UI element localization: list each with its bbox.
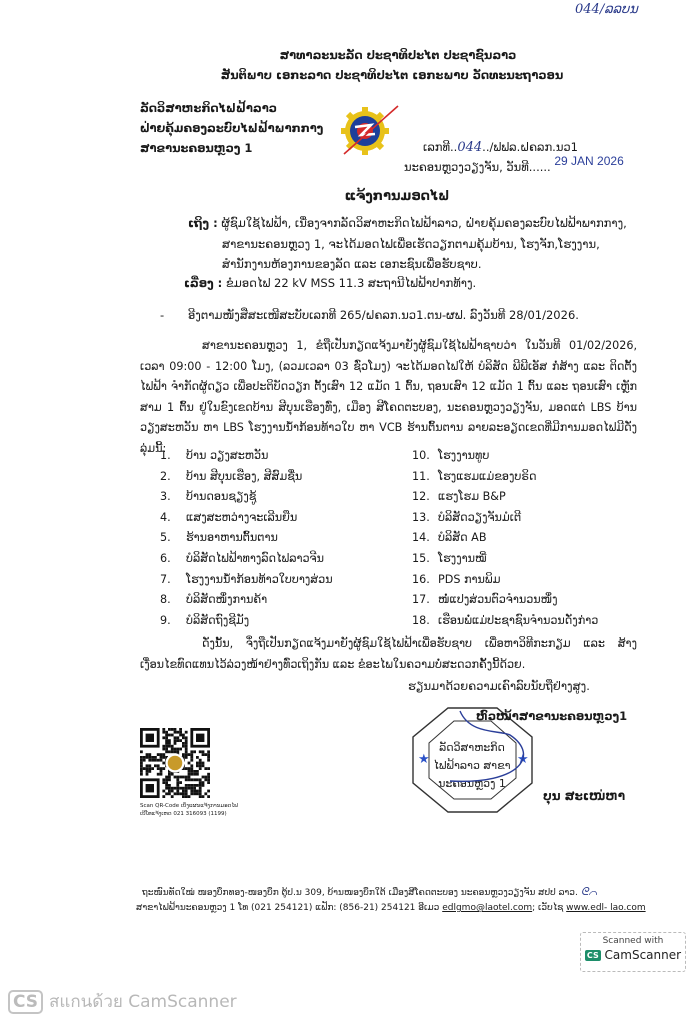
signatory-position: ຫົວໜ້າສາຂານະຄອນຫຼວງ1 bbox=[476, 709, 628, 723]
signatory-name: ບຸນ ສະເໜ່ຫາ bbox=[543, 789, 626, 803]
org-line-3: ສາຂານະຄອນຫຼວງ 1 bbox=[140, 141, 253, 155]
national-motto: ສັນຕິພາບ ເອກະລາດ ປະຊາທິປະໄຕ ເອກະພາບ ວັດທະນະຖາວອນ bbox=[220, 68, 564, 82]
reference-number: ເລກທີ..044../ຟຟລ.ຝຄລກ.ນວ1 bbox=[423, 140, 578, 155]
svg-text:★: ★ bbox=[418, 752, 430, 767]
edl-logo-icon bbox=[338, 104, 402, 156]
body-paragraph: ສາຂານະຄອນຫຼວງ 1, ຂໍຖືເປັນກຽດແຈ້ງມາຍັງຜູ້ຊົມໃຊ້ໄຟຟ້າຊາບວ່າ ໃນວັນທີ 01/02/2026, ເວລາ 09:00 - 12:00 ໂມງ, (ລວມເວລາ 03 ຊົ່ວໂມງ) ຈະໄດ້ມອດໄຟໃຫ້ ບໍລິສັດ ພີພີເອັສ ກໍ່ສ້າງ ແລະ ຕິດຕັ້ງໄຟຟ້າ ຈຳກັດຜູ້ດຽວ ເພື່ອປະຕິບັດວຽກ ຕັ້ງເສົາ 12 ແມັດ 1 ຕົ້ນ, ຖອນເສົາ 12 ແມັດ 1 ຕົ້ນ ແລະ ຖອນເສົາ ເຫຼັກສາມ 1 ຕົ້ນ ຢູ່ໃນຂົງເຂດບ້ານ ສີບຸນເຮືອງທົ່ງ, ເມືອງ ສີໂຄດຕະບອງ, ນະຄອນຫຼວງວຽງຈັນ, ມອດແຕ່ LBS ບ້ານວຽງສະຫວັນ ຫາ LBS ໂຮງງານນ້ຳກ້ອນທ້າວໃບ ຫາ VCB ຮ້ານຕົ້ນຕານ ລາຍລະອຽດເຂດທີ່ມີການມອດໄຟມີດັ່ງລຸ່ມນີ້: bbox=[140, 339, 637, 455]
list-item: 14. ບໍລິສັດ AB bbox=[412, 531, 487, 545]
list-item: 17. ໜໍ່ແປງສ່ວນຕົວຈຳນວນໜຶ່ງ bbox=[412, 593, 558, 607]
initials-icon: ᘓ⌒ bbox=[580, 885, 598, 898]
svg-text:ນະຄອນຫຼວງ 1: ນະຄອນຫຼວງ 1 bbox=[438, 777, 506, 790]
date-stamp: 29 JAN 2026 bbox=[554, 154, 624, 168]
list-item: 13. ບໍລິສັດວຽງຈັນມໍເຕີ bbox=[412, 510, 522, 524]
list-item: 4. ແສງສະຫວ່າງຈະເລີນຍືນ bbox=[160, 510, 298, 524]
list-item: 16. PDS ການພິມ bbox=[412, 572, 501, 586]
org-line-2: ຝ່າຍຄຸ້ມຄອງລະບົບໄຟຟ້າພາກກາງ bbox=[140, 121, 324, 135]
list-item: 9. ບໍລິສັດຖົງຊີມັງ bbox=[160, 613, 250, 627]
list-item: 15. ໂຮງງານໝີ່ bbox=[412, 551, 487, 565]
subject: ເລື່ອງ : ຂໍມອດໄຟ 22 kV MSS 11.3 ສະຖານີໄຟຟ້າປາກທ້າງ. bbox=[184, 276, 477, 290]
to-line-2: ສາຂານະຄອນຫຼວງ 1, ຈະໄດ້ມອດໄຟເພື່ອເຮັດວຽກຕາມຄຸ້ມບ້ານ, ໂຮງຈັກ,ໂຮງງານ, bbox=[222, 237, 600, 251]
list-item: 3. ບ້ານດອນຊຽງຊູ້ bbox=[160, 490, 257, 504]
org-line-1: ລັດວິສາຫະກິດໄຟຟ້າລາວ bbox=[140, 101, 277, 115]
list-item: 10. ໂຮງງານທູບ bbox=[412, 449, 490, 462]
camscanner-badge: Scanned with CS CamScanner bbox=[580, 932, 686, 972]
svg-text:ໄຟຟ້າລາວ ສາຂາ: ໄຟຟ້າລາວ ສາຂາ bbox=[433, 759, 511, 772]
country-name: ສາທາລະນະລັດ ປະຊາທິປະໄຕ ປະຊາຊົນລາວ bbox=[279, 48, 517, 62]
place-date: ນະຄອນຫຼວງວຽງຈັນ, ວັນທີ...... 29 JAN 2026 bbox=[404, 154, 624, 174]
list-item: 1. ບ້ານ ວຽງສະຫວັນ bbox=[160, 449, 269, 462]
based-on-reference: - ອີງຕາມໜັງສືສະເໜີສະບັບເລກທີ 265/ຝຄລກ.ນວ1.ຕນ-ຜຟ. ລົງວັນທີ 28/01/2026. bbox=[160, 308, 579, 322]
handwritten-number: 044/ລລບນ bbox=[575, 2, 638, 17]
list-item: 7. ໂຮງງານນ້ຳກ້ອນທ້າວໃບບາງສ່ວນ bbox=[160, 572, 333, 586]
list-item: 12. ແຮງໂຮມ B&P bbox=[412, 490, 506, 504]
outage-areas-left bbox=[160, 446, 333, 631]
qr-caption: Scan QR-Code ເບິ່ງແຜນແຈ້ງການມອດໄຟ ເບີໂທແຈ້ງເຫດ 021 316093 (1199) bbox=[140, 803, 238, 817]
list-item: 5. ຮ້ານອາຫານຕົ້ນຕານ bbox=[160, 531, 278, 545]
svg-text:★: ★ bbox=[517, 752, 529, 767]
outage-areas-right bbox=[412, 446, 598, 631]
website-link[interactable]: www.edl- lao.com bbox=[566, 903, 646, 913]
cs-logo-icon: CS bbox=[8, 990, 43, 1014]
closing-paragraph: ດັ່ງນັ້ນ, ຈຶ່ງຖືເປັນກຽດແຈ້ງມາຍັງຜູ້ຊົມໃຊ້ໄຟຟ້າເພື່ອຮັບຊາບ ເພື່ອຫາວິທີກະກຽມ ແລະ ສ້າງເງື່ອນໄຂທົດແທນໄວ້ລ່ວງໜ້າຢ່າງທົ່ວເຖິງກັນ ແລະ ຂໍອະໄພໃນຄວາມບໍ່ສະດວກຄັ້ງນີ້ດ້ວຍ. bbox=[140, 637, 637, 671]
list-item: 11. ໂຮງແຮມແມ່ຂອງບຣິດ bbox=[412, 469, 537, 483]
email-link[interactable]: edlgmo@laotel.com bbox=[442, 903, 533, 913]
svg-text:ລັດວິສາຫະກິດ: ລັດວິສາຫະກິດ bbox=[439, 741, 505, 754]
camscanner-logo-icon: CS bbox=[586, 951, 599, 960]
footer-contact: ສາຂາໄຟຟ້ານະຄອນຫຼວງ 1 ໂທ (021 254121) ແຟັກ: (856-21) 254121 ອີເມວ edlgmo@laotel.com; ເວັບໄຊ www.edl- lao.com bbox=[136, 903, 646, 913]
footer-address: ຖະໜົນທັດໃໝ່ ໜອງບຶກທອງ-ໜອງບຶກ ຕູ້ປ.ນ 309, ບ້ານໜອງບຶກໃຕ້ ເມືອງສີໂຄດຕະບອງ ນະຄອນຫຼວງວຽງຈັນ ສປປ ລາວ. ᘓ⌒ bbox=[142, 885, 598, 898]
to-section: ເຖິງ : ຜູ້ຊົມໃຊ້ໄຟຟ້າ, ເນື່ອງຈາກລັດວິສາຫະກິດໄຟຟ້າລາວ, ຝ່າຍຄຸ້ມຄອງລະບົບໄຟຟ້າພາກກາງ, bbox=[188, 216, 627, 230]
to-line-3: ສຳນັກງານຫ້ອງການຂອງລັດ ແລະ ເອກະຊົນເພື່ອຮັບຊາບ. bbox=[222, 257, 482, 271]
list-item: 8. ບໍລິສັດໜຶ່ງການຄ້າ bbox=[160, 593, 268, 607]
list-item: 18. ເຮືອນພໍ່ແມ່ປະຊາຊົນຈຳນວນດັ່ງກ່າວ bbox=[412, 613, 599, 627]
regards: ຮຽນມາດ້ວຍຄວາມເຄົາລົບນັບຖືຢ່າງສູງ. bbox=[408, 679, 590, 693]
list-item: 6. ບໍລິສັດໄຟຟ້າທາງລົດໄຟລາວຈີນ bbox=[160, 551, 324, 565]
qr-code[interactable] bbox=[140, 728, 210, 798]
document-title: ແຈ້ງການມອດໄຟ bbox=[344, 189, 450, 204]
camscanner-watermark: CS สแกนด้วย CamScanner bbox=[8, 988, 237, 1015]
list-item: 2. ບ້ານ ສີບຸນເຮືອງ, ສີສົມຊື່ນ bbox=[160, 469, 303, 483]
